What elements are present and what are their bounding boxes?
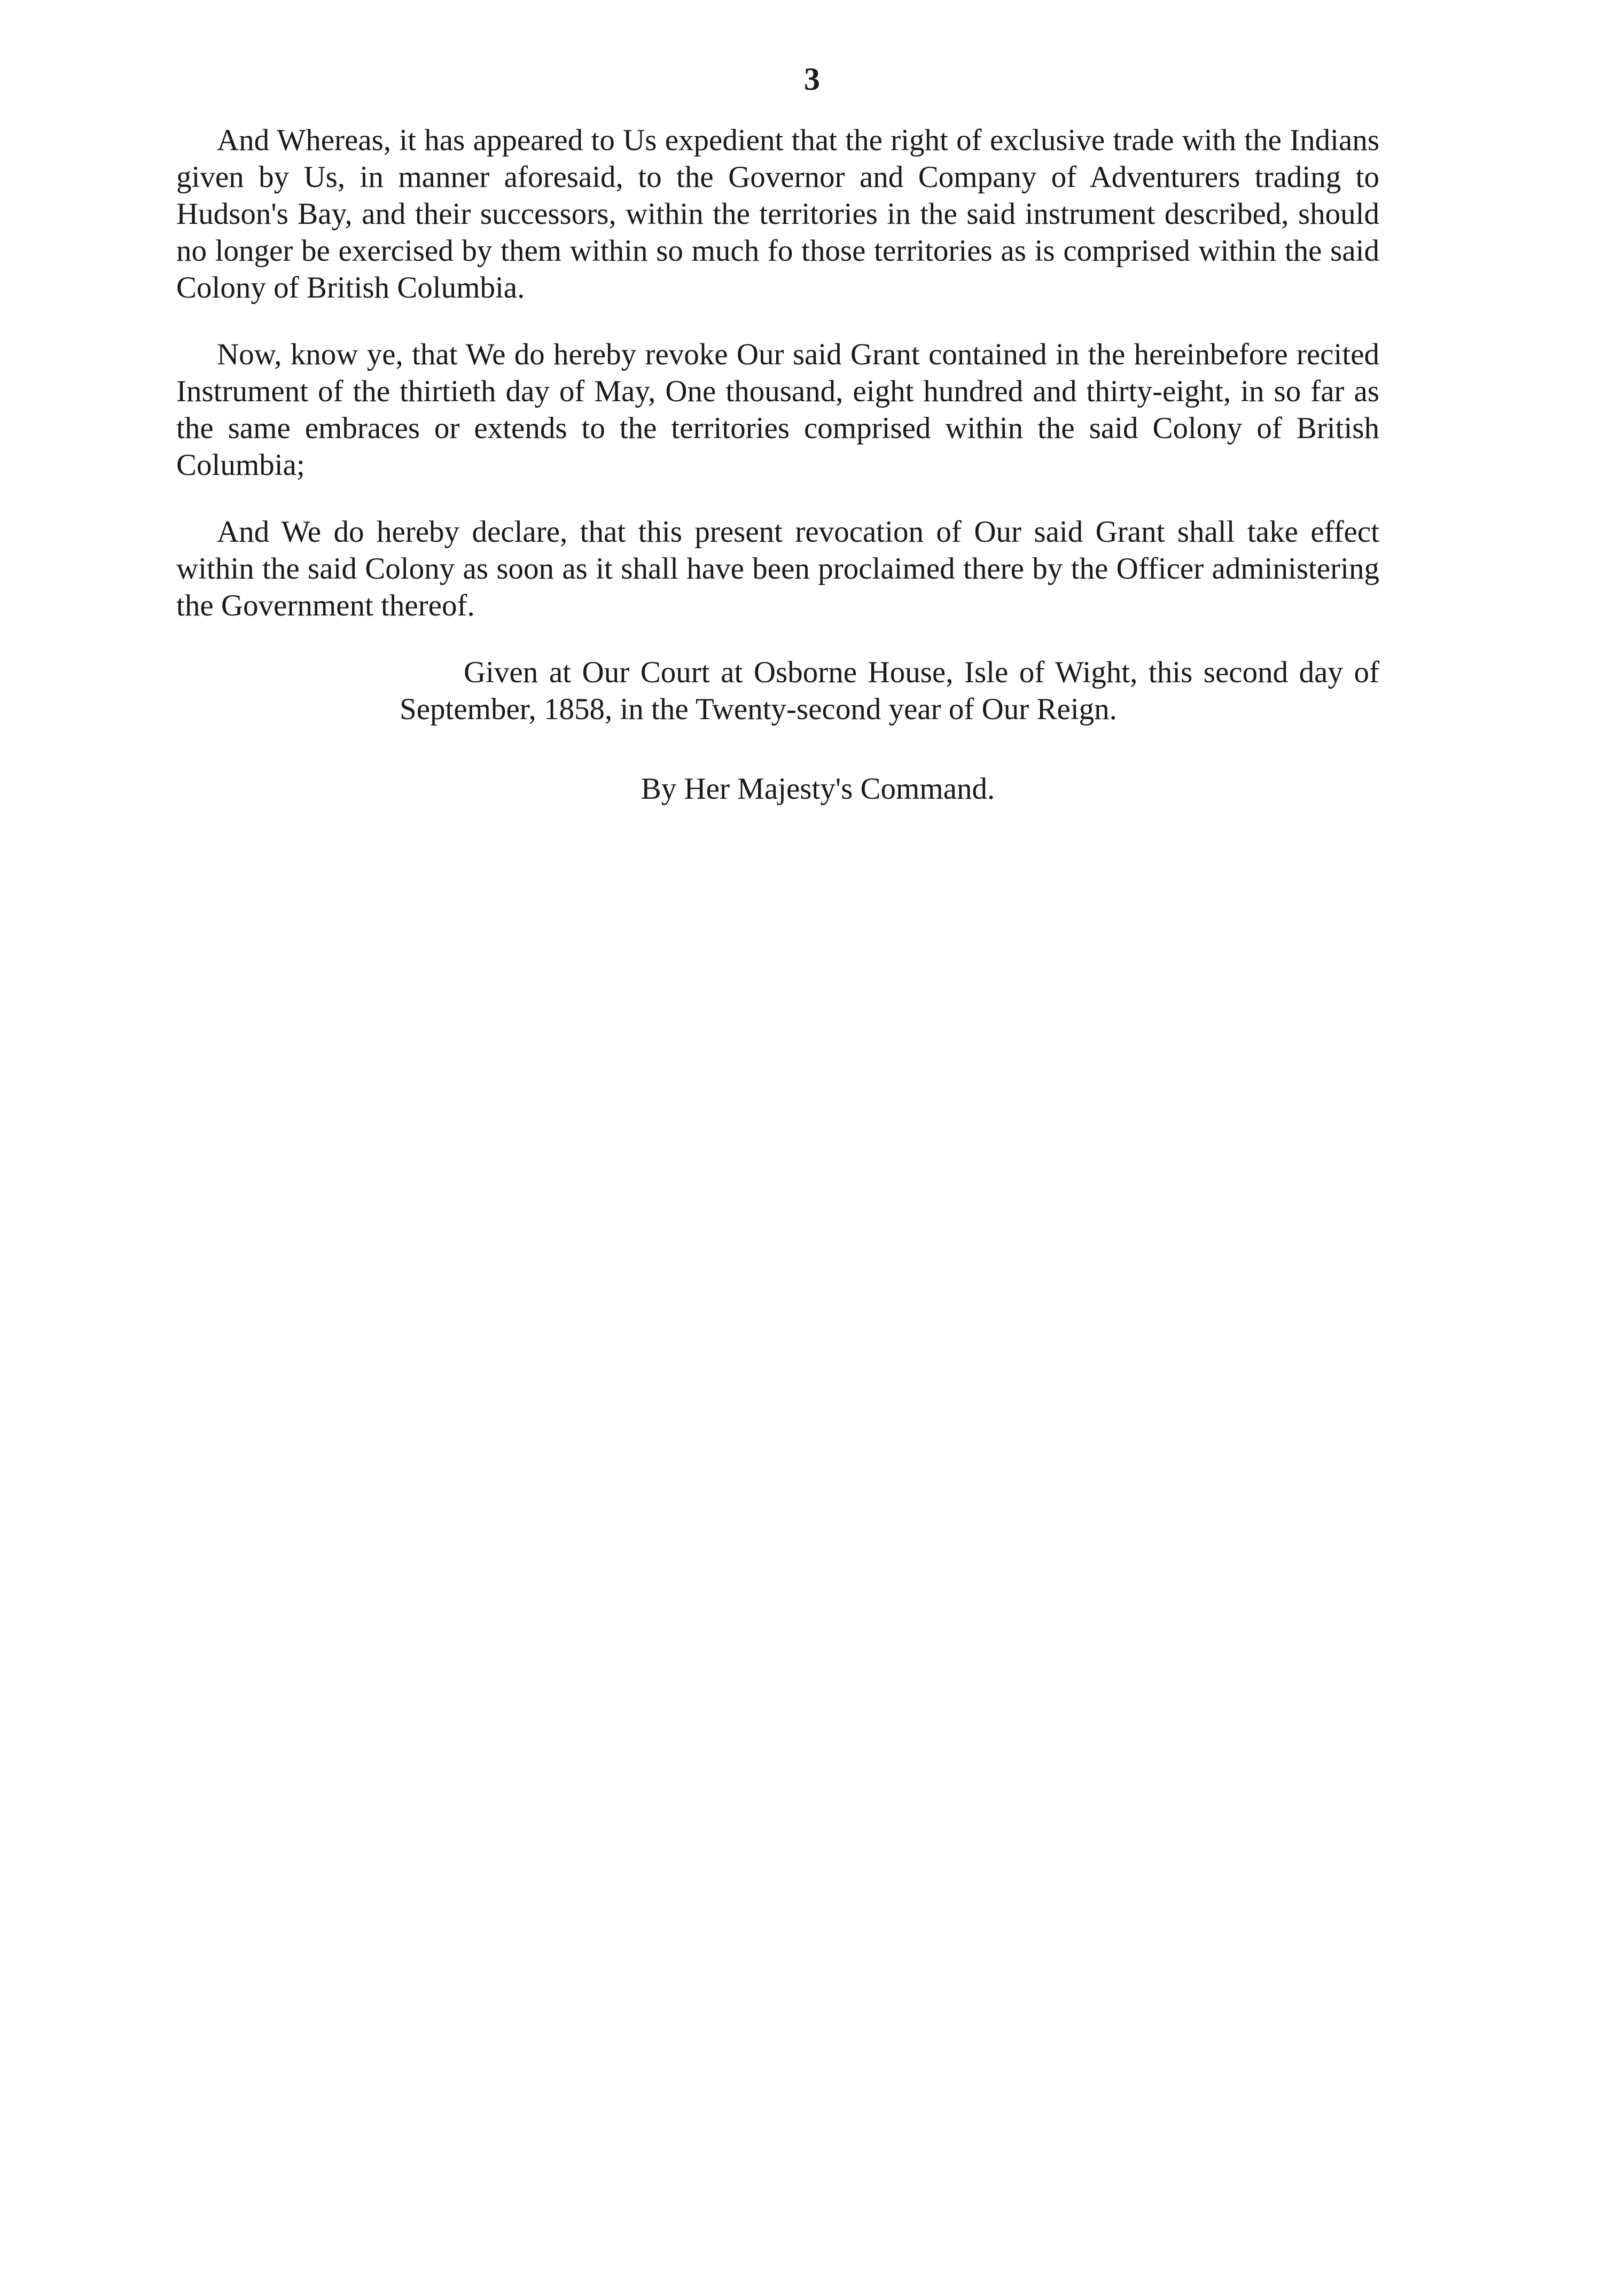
- page-number: 3: [804, 61, 820, 97]
- document-body: [176, 122, 1379, 807]
- paragraph-revocation: Now, know ye, that We do hereby revoke Our said Grant contained in the hereinbefore recited Instrument of the thirtieth day of May, One thousand, eight hundred and thirty-eight, in so far as the same embraces or extends to the territories comprised within the said Colony of British Columbia;: [176, 338, 1379, 482]
- paragraph-whereas: And Whereas, it has appeared to Us expedient that the right of exclusive trade with the Indians given by Us, in manner aforesaid, to the Governor and Company of Adventurers trading to Hudson's Bay, and their successors, within the territories in the said instrument described, should no longer be exercised by them within so much fo those territories as is comprised within the said Colony of British Columbia.: [176, 123, 1379, 305]
- given-at-court: Given at Our Court at Osborne House, Isle of Wight, this second day of September, 1858, in the Twenty-second year of Our Reign.: [400, 656, 1379, 726]
- paragraph-declaration: And We do hereby declare, that this present revocation of Our said Grant shall take effect within the said Colony as soon as it shall have been proclaimed there by the Officer administering the Government thereof.: [176, 515, 1379, 622]
- majesty-command: By Her Majesty's Command.: [641, 772, 995, 806]
